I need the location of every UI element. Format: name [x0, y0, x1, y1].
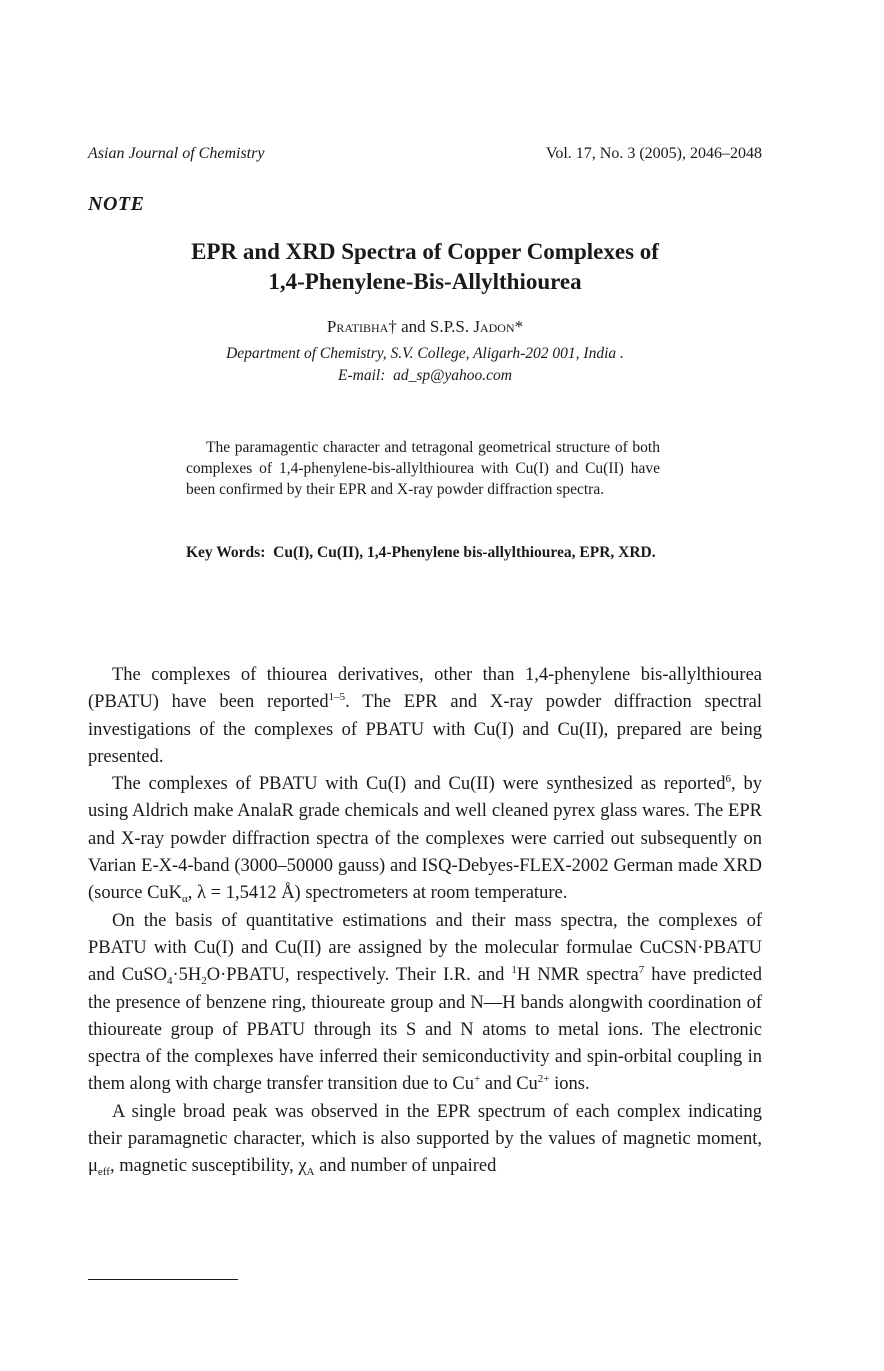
p4-text-b: , magnetic susceptibility, χ — [109, 1156, 307, 1177]
p3-text-c: O·PBATU, respectively. Their I.R. and — [206, 965, 512, 986]
affiliation — [88, 343, 762, 387]
affiliation-department: Department of Chemistry, S.V. College, Aligarh-202 001, India . — [226, 345, 624, 362]
p2-text-a: The complexes of PBATU with Cu(I) and Cu(II) were synthesized as reported — [112, 774, 726, 795]
abstract-text: The paramagentic character and tetragonal geometrical structure of both complexes of 1,4-phenylene-bis-allylthiourea with Cu(I) and Cu(II) have been confirmed by their EPR and X-ray powder diffraction spectra. — [186, 439, 660, 498]
p3-superscript-1: 1 — [511, 964, 517, 977]
running-header — [88, 145, 762, 167]
p1-citation: 1–5 — [328, 691, 346, 704]
author-conjunction: and — [396, 317, 430, 336]
p4-subscript-eff: eff — [97, 1166, 110, 1179]
p3-text-d: H NMR spectra — [516, 965, 639, 986]
abstract — [186, 437, 660, 500]
title-line-1: EPR and XRD Spectra of Copper Complexes of — [191, 239, 659, 264]
p3-text-f: and Cu — [480, 1074, 538, 1095]
keywords — [186, 542, 660, 563]
footnote-rule — [88, 1279, 238, 1280]
paper-title — [88, 237, 762, 297]
p3-superscript-2plus: 2+ — [537, 1073, 550, 1086]
p3-subscript-4: 4 — [166, 975, 173, 988]
p1-text-b: . The EPR and X-ray powder diffraction spectral investigations of the complexes of PBATU with Cu(I) and Cu(II), prepared are being presented. — [88, 692, 762, 767]
p2-text-c: , λ = 1,5412 Å) spectrometers at room temperature. — [187, 883, 568, 904]
paragraph-1 — [88, 662, 762, 771]
note-label: NOTE — [88, 193, 145, 215]
keywords-label: Key Words: — [186, 544, 266, 561]
p4-text-c: and number of unpaired — [314, 1156, 497, 1177]
author-1: Pratibha — [326, 317, 389, 336]
p3-citation: 7 — [638, 964, 645, 977]
body-text — [88, 662, 762, 1181]
author-2: S.P.S. Jadon — [429, 317, 515, 336]
p3-superscript-plus: + — [474, 1073, 481, 1086]
author-1-mark: † — [388, 317, 397, 336]
paragraph-2 — [88, 771, 762, 907]
author-2-mark: * — [514, 317, 524, 336]
volume-info: Vol. 17, No. 3 (2005), 2046–2048 — [545, 145, 762, 162]
p3-text-a: On the basis of quantitative estimations and their mass spectra, the complexes of PBATU with Cu(I) and Cu(II) are assigned by the molecular formulae CuCSN·PBATU and CuSO — [88, 910, 762, 986]
p3-text-g: ions. — [549, 1074, 590, 1095]
p2-subscript-alpha: α — [182, 893, 188, 906]
title-line-2: 1,4-Phenylene-Bis-Allylthiourea — [268, 269, 582, 294]
p3-subscript-2: 2 — [201, 975, 207, 988]
p4-text-a: A single broad peak was observed in the EPR spectrum of each complex indicating their paramagnetic character, which is also supported by the values of magnetic moment, μ — [88, 1101, 762, 1177]
p3-text-e: have predicted the presence of benzene ring, thioureate group and N—H bands alongwith coordination of thioureate group of PBATU through its S and N atoms to metal ions. The electronic spectra of the complexes have inferred their semiconductivity and spin-orbital coupling in them along with charge transfer transition due to Cu — [88, 965, 762, 1095]
journal-name: Asian Journal of Chemistry — [88, 145, 265, 162]
p3-text-b: ·5H — [172, 965, 202, 986]
p1-text-a: The complexes of thiourea derivatives, other than 1,4-phenylene bis-allylthiourea (PBATU) have been reported — [88, 665, 762, 713]
affiliation-email: E-mail: ad_sp@yahoo.com — [338, 367, 512, 384]
p2-text-b: , by using Aldrich make AnalaR grade chemicals and well cleaned pyrex glass wares. The EPR and X-ray powder diffraction spectra of the complexes were carried out subsequently on Varian E-X-4-band (3000–50000 gauss) and ISQ-Debyes-FLEX-2002 German made XRD (source CuK — [88, 774, 762, 904]
p4-subscript-A: A — [306, 1166, 315, 1179]
p2-citation: 6 — [725, 773, 732, 786]
keywords-text: Cu(I), Cu(II), 1,4-Phenylene bis-allylthiourea, EPR, XRD. — [273, 544, 656, 561]
paragraph-3 — [88, 908, 762, 1099]
author-list — [88, 317, 762, 337]
paragraph-4 — [88, 1099, 762, 1181]
